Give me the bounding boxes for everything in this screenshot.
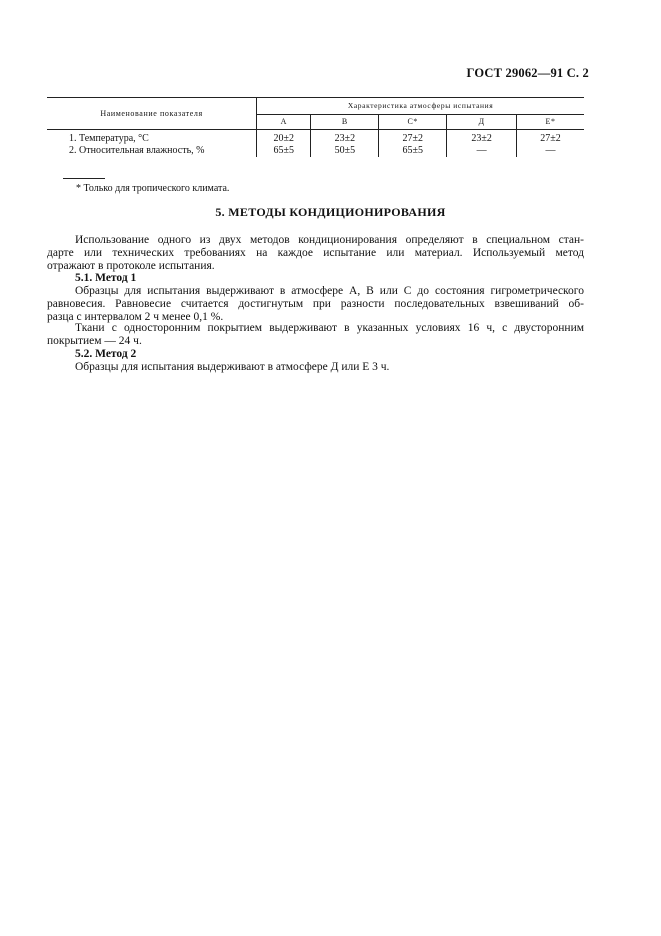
method1-paragraph-1 [47, 285, 584, 324]
method1-paragraph-2 [47, 322, 584, 348]
footnote-divider [63, 178, 105, 179]
table-cell: — [447, 145, 517, 157]
paragraph-line: Ткани с односторонним покрытием выдерживают в указанных условиях 16 ч, с двусторонним [75, 322, 584, 334]
column-header-e: Е* [517, 115, 584, 130]
table-cell: — [545, 145, 556, 156]
paragraph-line: разца с интервалом 2 ч менее 0,1 %. [47, 311, 224, 323]
column-header-a: А [257, 115, 311, 130]
table-cell: 65±5 [379, 145, 447, 157]
table-cell: 27±2 [379, 130, 447, 146]
conditions-table [47, 97, 584, 157]
paragraph-line: дарте или технических требованиях на каждое испытание или материал. Используемый метод [47, 247, 584, 259]
method2-heading: 5.2. Метод 2 [75, 348, 137, 360]
paragraph-line: Образцы для испытания выдерживают в атмосфере Д или Е 3 ч. [75, 361, 390, 373]
section-title: 5. МЕТОДЫ КОНДИЦИОНИРОВАНИЯ [215, 205, 446, 219]
column-header-d: Д [447, 115, 517, 130]
method2-paragraph [47, 361, 584, 374]
method1-heading: 5.1. Метод 1 [75, 272, 137, 284]
parameter-name-header: Наименование показателя [47, 98, 257, 130]
footnote: * Только для тропического климата. [76, 183, 230, 194]
table-row [47, 130, 584, 146]
table-cell: 27±2 [540, 133, 561, 144]
intro-paragraph [47, 234, 584, 273]
paragraph-line: отражают в протоколе испытания. [47, 260, 215, 272]
table-cell: 23±2 [311, 130, 379, 146]
table-cell: 65±5 [257, 145, 311, 157]
column-header-b: В [311, 115, 379, 130]
column-header-c: С* [379, 115, 447, 130]
table-cell: 50±5 [311, 145, 379, 157]
paragraph-line: Образцы для испытания выдерживают в атмосфере А, В или С до состояния гигрометрического [75, 285, 584, 297]
paragraph-line: покрытием — 24 ч. [47, 335, 142, 347]
atmosphere-group-header: Характеристика атмосферы испытания [257, 98, 584, 115]
table-cell: 23±2 [447, 130, 517, 146]
table-row [47, 145, 584, 157]
table-cell: 20±2 [257, 130, 311, 146]
row-name: 1. Температура, °С [47, 130, 257, 146]
paragraph-line: Использование одного из двух методов кондиционирования определяют в специальном стан- [75, 234, 584, 246]
paragraph-line: равновесия. Равновесие считается достигнутым при разности последовательных взвешиваний об- [47, 298, 584, 310]
row-name: 2. Относительная влажность, % [47, 145, 257, 157]
page-header: ГОСТ 29062—91 С. 2 [466, 66, 589, 80]
